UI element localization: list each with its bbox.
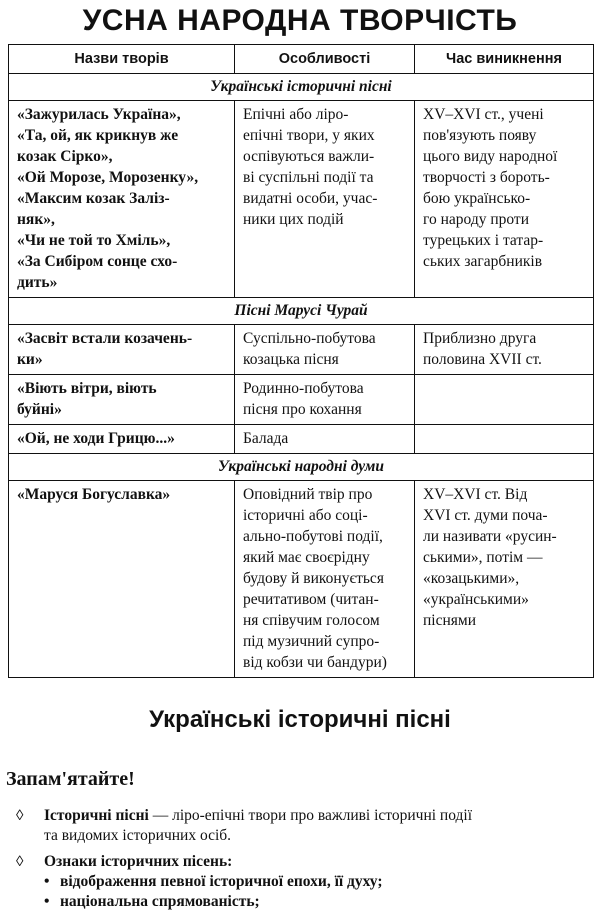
- works-cell-line: «Та, ой, як крикнув же: [17, 127, 179, 144]
- sign-text: відображення певної історичної епохи, її духу;: [60, 873, 383, 890]
- works-cell-line: дить»: [17, 274, 58, 291]
- works-cell-line: «Ой Морозе, Морозенку»,: [17, 169, 199, 186]
- time-cell-line: цього виду народної: [423, 148, 558, 165]
- works-cell-line: «Маруся Богуславка»: [17, 486, 171, 503]
- features-cell-line: Суспільно-побутова: [243, 330, 376, 347]
- list-item: [44, 892, 594, 912]
- features-cell-line: речитативом (читан-: [243, 591, 379, 608]
- time-cell-line: пов'язують появу: [423, 127, 537, 144]
- header-works: Назви творів: [9, 45, 235, 74]
- time-cell-line: XV–XVI ст., учені: [423, 106, 544, 123]
- features-cell: [235, 375, 415, 425]
- works-cell-line: ки»: [17, 351, 43, 368]
- time-cell-line: го народу проти: [423, 211, 529, 228]
- features-cell-line: видатні особи, учас-: [243, 190, 378, 207]
- works-cell: [9, 325, 235, 375]
- header-time: Час виникнення: [415, 45, 594, 74]
- section-title: Українські історичні пісні: [9, 74, 594, 101]
- list-item: [44, 872, 594, 892]
- section-heading: Українські історичні пісні: [149, 706, 451, 733]
- features-cell-line: пісня про кохання: [243, 401, 362, 418]
- works-cell-line: «Чи не той то Хміль»,: [17, 232, 171, 249]
- features-cell-line: ники цих подій: [243, 211, 344, 228]
- features-cell-line: епічні твори, у яких: [243, 127, 375, 144]
- works-cell: [9, 101, 235, 298]
- remember-heading: Запам'ятайте!: [6, 768, 135, 790]
- features-cell-line: Родинно-побутова: [243, 380, 364, 397]
- features-cell-line: від кобзи чи бандури): [243, 654, 387, 671]
- time-cell-line: «українськими»: [423, 591, 529, 608]
- features-cell-line: Епічні або ліро-: [243, 106, 349, 123]
- time-cell-line: половина XVII ст.: [423, 351, 542, 368]
- definition-text-2: та видомих історичних осіб.: [44, 827, 232, 844]
- works-cell-line: «За Сибіром сонце схо-: [17, 253, 178, 270]
- time-cell-line: творчості з бороть-: [423, 169, 550, 186]
- time-cell-line: бою українсько-: [423, 190, 531, 207]
- features-cell-line: Оповідний твір про: [243, 486, 373, 503]
- time-cell: [415, 325, 594, 375]
- table-row: [9, 101, 594, 298]
- section-title: Українські народні думи: [9, 454, 594, 481]
- works-cell: [9, 375, 235, 425]
- facts-list: [16, 806, 594, 918]
- time-cell-line: ли називати «русин-: [423, 528, 557, 545]
- signs-item: [16, 852, 594, 912]
- definition-text-1: — ліро-епічні твори про важливі історичні події: [148, 807, 473, 824]
- sign-text: національна спрямованість;: [60, 893, 260, 910]
- time-cell-line: Приблизно друга: [423, 330, 537, 347]
- time-cell-line: «козацькими»,: [423, 570, 520, 587]
- features-cell: [235, 101, 415, 298]
- features-cell-line: ня співучим голосом: [243, 612, 380, 629]
- header-features: Особливості: [235, 45, 415, 74]
- works-cell-line: «Засвіт встали козачень-: [17, 330, 193, 347]
- literature-table: [8, 44, 594, 678]
- page-title: УСНА НАРОДНА ТВОРЧІСТЬ: [82, 4, 518, 37]
- features-cell: [235, 425, 415, 454]
- diamond-icon: ◊: [16, 808, 24, 824]
- definition-item: [16, 806, 594, 846]
- features-cell-line: козацька пісня: [243, 351, 339, 368]
- features-cell-line: ально-побутові події,: [243, 528, 383, 545]
- time-cell: [415, 101, 594, 298]
- table-row: [9, 325, 594, 375]
- features-cell-line: будову й виконується: [243, 570, 384, 587]
- table-row: [9, 425, 594, 454]
- features-cell-line: який має своєрідну: [243, 549, 370, 566]
- features-cell-line: Балада: [243, 430, 289, 447]
- time-cell: [415, 425, 594, 454]
- works-cell-line: «Зажурилась Україна»,: [17, 106, 181, 123]
- time-cell-line: ських загарбників: [423, 253, 543, 270]
- time-cell-line: ськими», потім —: [423, 549, 543, 566]
- bullet-icon: •: [44, 893, 50, 910]
- features-cell-line: оспівуються важли-: [243, 148, 375, 165]
- works-cell-line: няк»,: [17, 211, 55, 228]
- works-cell-line: козак Сірко»,: [17, 148, 113, 165]
- features-cell: [235, 481, 415, 678]
- works-cell-line: «Максим козак Заліз-: [17, 190, 170, 207]
- time-cell-line: піснями: [423, 612, 477, 629]
- works-cell: [9, 425, 235, 454]
- features-cell-line: ві суспільні події та: [243, 169, 374, 186]
- section-title: Пісні Марусі Чурай: [9, 298, 594, 325]
- works-cell-line: «Ой, не ходи Грицю...»: [17, 430, 175, 447]
- section-row: [9, 298, 594, 325]
- time-cell: [415, 375, 594, 425]
- table-row: [9, 481, 594, 678]
- time-cell-line: XVI ст. думи поча-: [423, 507, 548, 524]
- time-cell-line: турецьких і татар-: [423, 232, 544, 249]
- works-cell-line: буйні»: [17, 401, 62, 418]
- signs-heading: Ознаки історичних пісень:: [44, 853, 233, 870]
- works-cell-line: «Віють вітри, віють: [17, 380, 157, 397]
- diamond-icon: ◊: [16, 854, 24, 870]
- features-cell-line: історичні або соці-: [243, 507, 368, 524]
- time-cell-line: XV–XVI ст. Від: [423, 486, 528, 503]
- features-cell-line: під музичний супро-: [243, 633, 380, 650]
- signs-list: [44, 872, 594, 912]
- definition-term: Історичні пісні: [44, 807, 149, 824]
- table-row: [9, 375, 594, 425]
- features-cell: [235, 325, 415, 375]
- bullet-icon: •: [44, 873, 50, 890]
- table-header-row: [9, 45, 594, 74]
- time-cell: [415, 481, 594, 678]
- works-cell: [9, 481, 235, 678]
- section-row: [9, 454, 594, 481]
- table-body: [9, 74, 594, 678]
- section-row: [9, 74, 594, 101]
